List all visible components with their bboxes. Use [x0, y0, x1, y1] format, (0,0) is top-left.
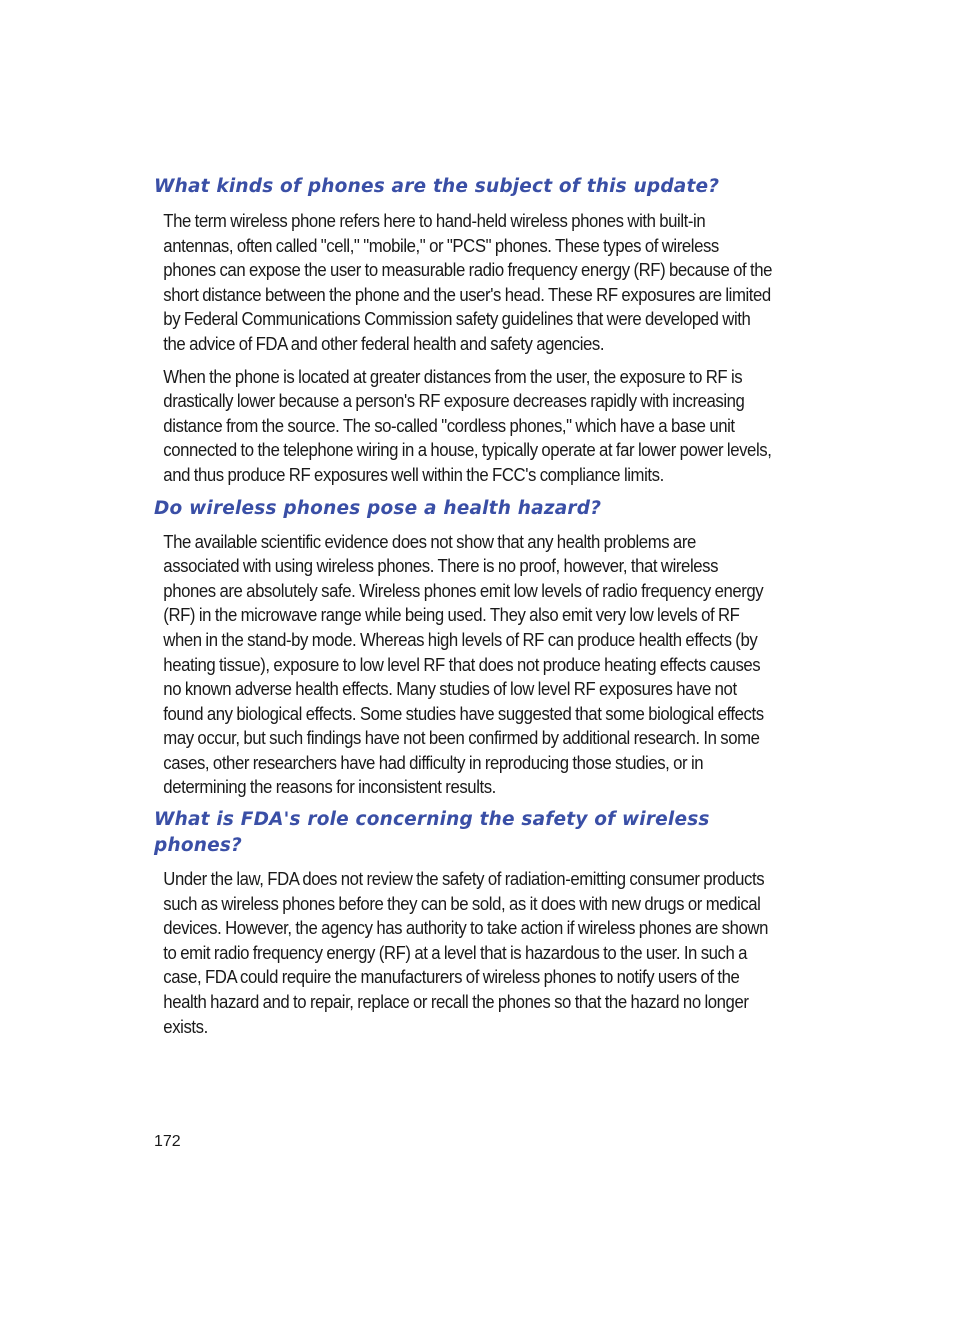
section-heading-phone-types: What kinds of phones are the subject of this update?	[154, 176, 720, 197]
page-number: 172	[154, 1133, 181, 1150]
paragraph-wireless-phone-definition: The term wireless phone refers here to hand-held wireless phones with built-in antennas, often called "cell," "mobile," or "PCS" phones. These types of wireless phones can expose the user to measurable radio frequency energy (RF) because of the short distance between the phone and the user's head. These RF exposures are limited by Federal Communications Commission safety guidelines that were developed with the advice of FDA and other federal health and safety agencies.	[163, 211, 773, 354]
paragraph-cordless-phones: When the phone is located at greater distances from the user, the exposure to RF is drastically lower because a person's RF exposure decreases rapidly with increasing distance from the source. The so-called "cordless phones," which have a base unit connected to the telephone wiring in a house, typically operate at far lower power levels, and thus produce RF exposures well within the FCC's compliance limits.	[163, 366, 772, 485]
page-content	[154, 174, 773, 1039]
paragraph-scientific-evidence: The available scientific evidence does not show that any health problems are associated with using wireless phones. There is no proof, however, that wireless phones are absolutely safe. Wireless phones emit low levels of radio frequency energy (RF) in the microwave range while being used. They also emit very low levels of RF when in the stand-by mode. Whereas high levels of RF can produce health effects (by heating tissue), exposure to low level RF that does not produce heating effects causes no known adverse health effects. Many studies of low level RF exposures have not found any biological effects. Some studies have suggested that some biological effects may occur, but such findings have not been confirmed by additional research. In some cases, other researchers have had difficulty in reproducing those studies, or in determining the reasons for inconsistent results.	[163, 531, 764, 798]
section-heading-fda-role: What is FDA's role concerning the safety of wireless phones?	[154, 809, 710, 857]
paragraph-fda-authority: Under the law, FDA does not review the safety of radiation-emitting consumer products such as wireless phones before they can be sold, as it does with new drugs or medical devices. However, the agency has authority to take action if wireless phones are shown to emit radio frequency energy (RF) at a level that is hazardous to the user. In such a case, FDA could require the manufacturers of wireless phones to notify users of the health hazard and to repair, replace or recall the phones so that the hazard no longer exists.	[163, 869, 768, 1037]
section-heading-health-hazard: Do wireless phones pose a health hazard?	[154, 497, 602, 519]
